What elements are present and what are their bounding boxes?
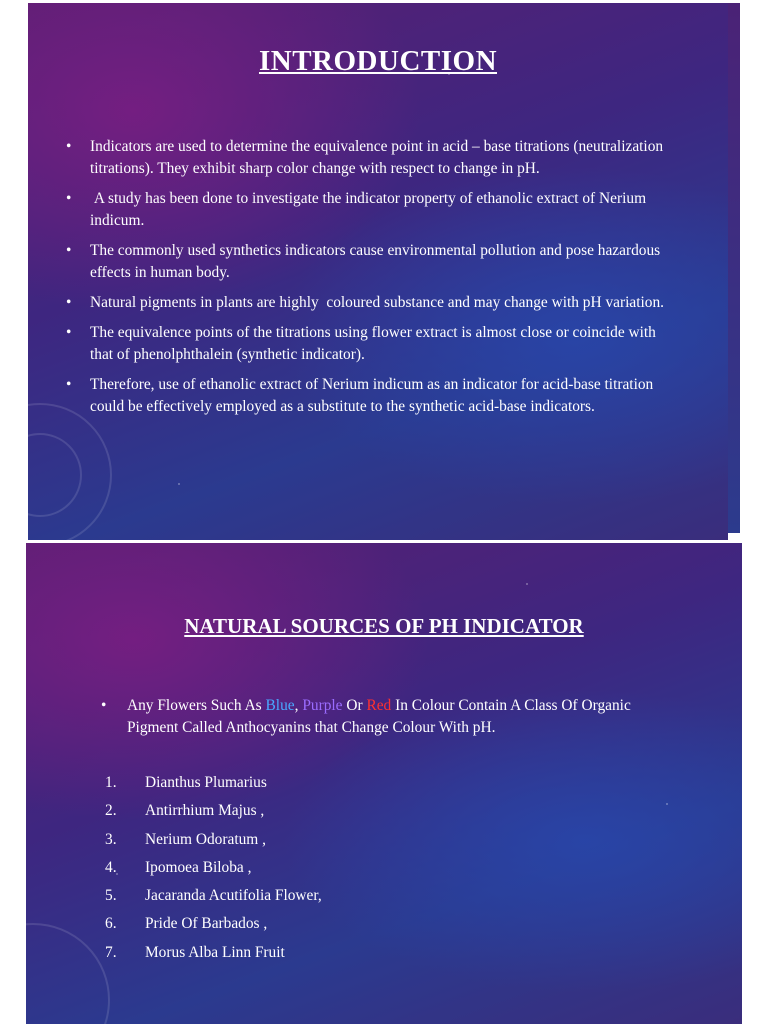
list-text: Ipomoea Biloba , — [145, 858, 252, 876]
list-number: 1. — [105, 774, 117, 791]
slide-title: NATURAL SOURCES OF PH INDICATOR — [184, 614, 584, 638]
bullet-text: Indicators are used to determine the equivalence point in acid – base titrations (neutralization titrations). They exhibit sharp color change with respect to change in pH. — [90, 138, 664, 177]
star-speck — [526, 583, 528, 585]
bullet-item — [28, 136, 728, 180]
intro-separator: , — [294, 697, 303, 714]
bullet-dot-icon: • — [66, 324, 72, 341]
decorative-ring — [26, 923, 110, 1024]
bullet-list — [28, 136, 728, 426]
bullet-dot-icon: • — [66, 376, 72, 393]
color-word-red: Red — [366, 697, 392, 714]
slide-title: INTRODUCTION — [258, 45, 498, 77]
bullet-item — [28, 374, 728, 418]
color-word-blue: Blue — [265, 697, 295, 714]
bullet-dot-icon: • — [66, 138, 72, 155]
list-number: 7. — [105, 943, 117, 961]
bullet-text: The equivalence points of the titrations using flower extract is almost close or coincide with that of phenolphthalein (synthetic indicator). — [90, 324, 656, 363]
slide-edge-shadow — [728, 3, 740, 533]
bullet-dot-icon: • — [66, 190, 72, 207]
intro-text-end: In Colour Contain A Class Of Organic Pigment Called Anthocyanins that Change Colour With pH. — [127, 697, 635, 736]
bullet-dot-icon: • — [66, 242, 72, 259]
list-text: Morus Alba Linn Fruit — [145, 943, 285, 961]
bullet-text: A study has been done to investigate the indicator property of ethanolic extract of Nerium indicum. — [90, 190, 650, 229]
list-text: Pride Of Barbados , — [145, 915, 268, 933]
bullet-item — [28, 292, 728, 314]
bullet-text: Natural pigments in plants are highly coloured substance and may change with pH variation. — [90, 294, 664, 311]
star-speck — [178, 483, 180, 485]
slide-natural-sources — [26, 543, 742, 1024]
bullet-text — [127, 697, 635, 736]
bullet-dot-icon: • — [66, 294, 72, 311]
bullet-item — [28, 188, 728, 232]
bullet-text: The commonly used synthetics indicators cause environmental pollution and pose hazardous effects in human body. — [90, 242, 661, 281]
bullet-list — [26, 695, 742, 739]
bullet-item — [26, 695, 742, 739]
bullet-dot-icon: • — [101, 697, 107, 714]
bullet-item — [28, 322, 728, 366]
list-text: Antirrhium Majus , — [145, 802, 265, 820]
list-number: 4. — [105, 858, 117, 876]
list-number: 6. — [105, 915, 117, 933]
color-word-purple: Purple — [302, 697, 343, 714]
intro-text-start: Any Flowers Such As — [127, 697, 266, 714]
list-number: 5. — [105, 887, 117, 905]
bullet-item — [28, 240, 728, 284]
list-text: Jacaranda Acutifolia Flower, — [145, 887, 322, 905]
intro-separator: Or — [342, 697, 367, 714]
list-text: Nerium Odoratum , — [145, 830, 266, 848]
slide-introduction — [28, 3, 728, 540]
list-text: Dianthus Plumarius — [145, 774, 267, 791]
star-speck — [666, 803, 668, 805]
bullet-text: Therefore, use of ethanolic extract of Nerium indicum as an indicator for acid-base titration could be effectively employed as a substitute to the synthetic acid-base indicators. — [90, 376, 654, 415]
list-number: 3. — [105, 830, 117, 848]
list-number: 2. — [105, 802, 117, 820]
